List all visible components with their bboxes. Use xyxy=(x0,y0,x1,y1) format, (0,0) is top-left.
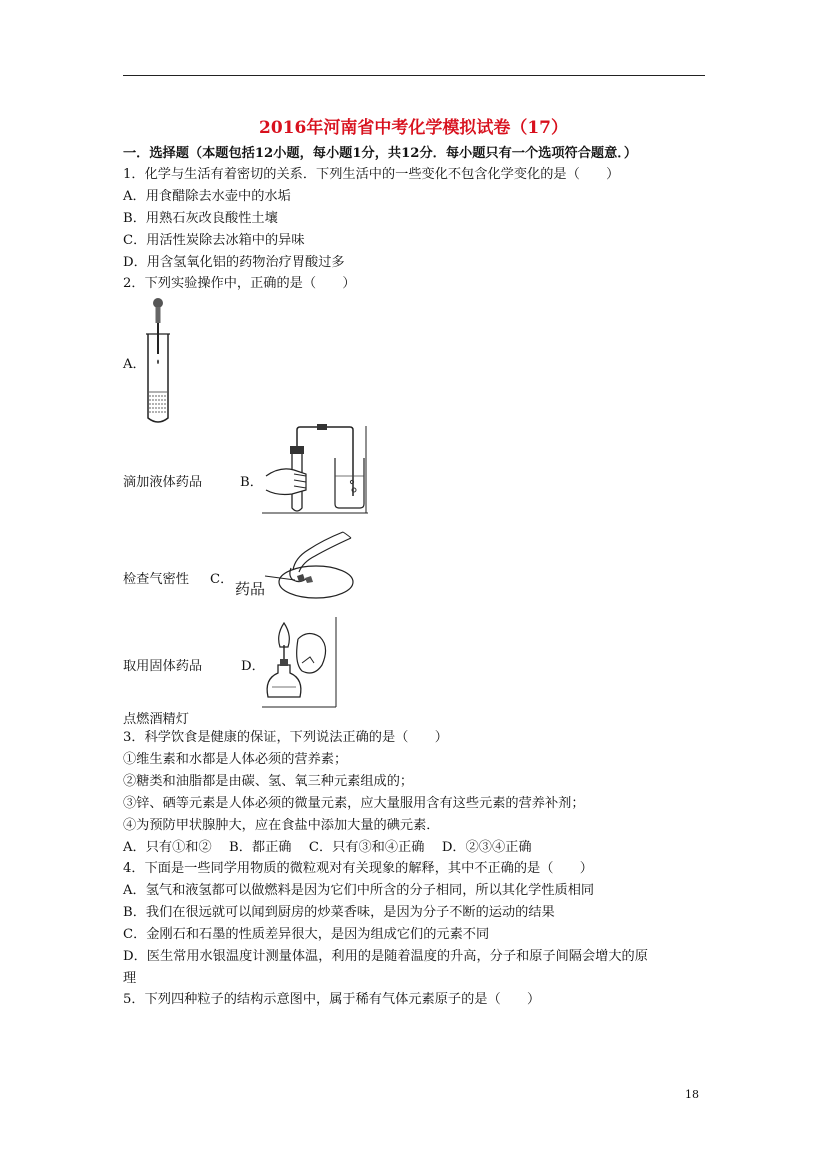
airtightness-check-figure xyxy=(262,424,368,514)
q2-option-b-caption: 检查气密性 xyxy=(123,572,189,587)
q1-option-a: A．用食醋除去水壶中的水垢 xyxy=(123,189,291,204)
q3-statement-4: ④为预防甲状腺肿大，应在食盐中添加大量的碘元素． xyxy=(123,818,440,833)
q3-stem: 3．科学饮食是健康的保证，下列说法正确的是（ ） xyxy=(123,730,448,745)
q1-stem: 1．化学与生活有着密切的关系．下列生活中的一些变化不包含化学变化的是（ ） xyxy=(123,167,620,182)
q1-option-b: B．用熟石灰改良酸性土壤 xyxy=(123,211,278,226)
q3-statement-1: ①维生素和水都是人体必须的营养素； xyxy=(123,752,348,767)
page-number: 18 xyxy=(685,1088,699,1101)
q4-option-a: A．氢气和液氢都可以做燃料是因为它们中所含的分子相同，所以其化学性质相同 xyxy=(123,883,595,898)
q2-option-a-label: A． xyxy=(123,357,146,372)
q1-option-c: C．用活性炭除去冰箱中的异味 xyxy=(123,233,305,248)
q4-option-d: D．医生常用水银温度计测量体温，利用的是随着温度的升高，分子和原子间隔会增大的原 xyxy=(123,949,648,964)
q5-stem: 5．下列四种粒子的结构示意图中，属于稀有气体元素原子的是（ ） xyxy=(123,992,541,1007)
section-heading: 一．选择题（本题包括12小题，每小题1分，共12分．每小题只有一个选项符合题意．） xyxy=(123,146,638,161)
page-title: 2016年河南省中考化学模拟试卷（17） xyxy=(259,118,568,138)
dropper-test-tube-figure xyxy=(143,296,173,426)
solid-reagent-figure xyxy=(233,528,358,602)
q2-option-c-caption: 取用固体药品 xyxy=(123,659,203,674)
header-rule xyxy=(123,75,705,76)
q1-option-d: D．用含氢氧化铝的药物治疗胃酸过多 xyxy=(123,255,345,270)
q3-statement-2: ②糖类和油脂都是由碳、氢、氧三种元素组成的； xyxy=(123,774,414,789)
q2-option-b-label: B． xyxy=(240,475,263,490)
q4-option-b: B．我们在很远就可以闻到厨房的炒菜香味，是因为分子不断的运动的结果 xyxy=(123,905,555,920)
reagent-label-text: 药品 xyxy=(235,580,266,598)
q4-option-d-continued: 理 xyxy=(123,971,137,986)
q2-stem: 2．下列实验操作中，正确的是（ ） xyxy=(123,276,356,291)
alcohol-lamp-figure xyxy=(262,617,338,709)
q3-options: A．只有①和② B．都正确 C．只有③和④正确 D．②③④正确 xyxy=(123,840,532,855)
q2-option-a-caption: 滴加液体药品 xyxy=(123,475,203,490)
q4-stem: 4．下面是一些同学用物质的微粒观对有关现象的解释，其中不正确的是（ ） xyxy=(123,861,593,876)
q2-option-d-caption: 点燃酒精灯 xyxy=(123,712,189,727)
q4-option-c: C．金刚石和石墨的性质差异很大，是因为组成它们的元素不同 xyxy=(123,927,490,942)
q3-statement-3: ③锌、硒等元素是人体必须的微量元素，应大量服用含有这些元素的营养补剂； xyxy=(123,796,585,811)
q2-option-c-label: C． xyxy=(210,572,234,587)
q2-option-d-label: D． xyxy=(241,659,265,674)
